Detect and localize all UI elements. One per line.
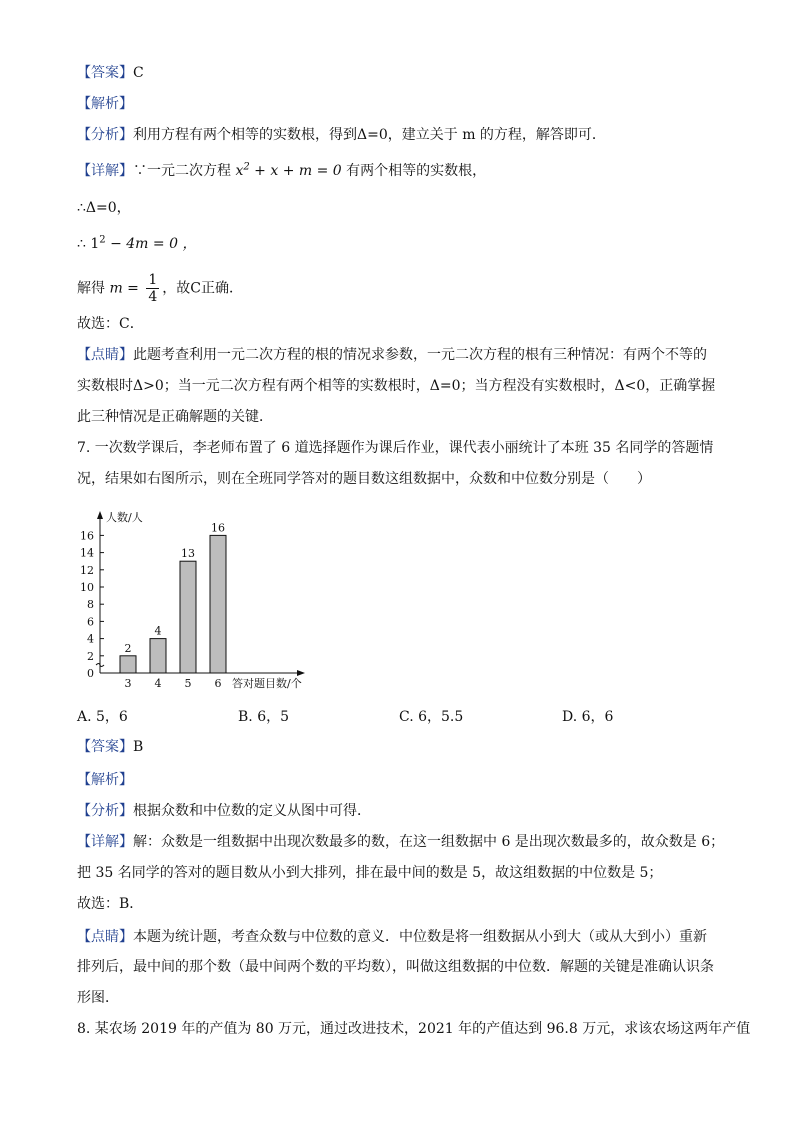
comment-text: 本题为统计题，考查众数与中位数的意义．中位数是将一组数据从小到大（或从大到小）重新 <box>133 929 707 945</box>
bar-value-label: 2 <box>124 641 132 655</box>
q6-step-line-1: ∴Δ=0， <box>77 200 131 216</box>
equation-exponent: 2 <box>243 161 250 173</box>
detail-text: 解：众数是一组数据中出现次数最多的数，在这一组数据中 6 是出现次数最多的，故众数是 6； <box>133 834 725 850</box>
fraction-denominator: 4 <box>148 289 158 305</box>
q6-answer-line <box>77 62 144 84</box>
detail-text-end: 有两个相等的实数根， <box>341 163 487 179</box>
q7-detail-line-2: 把 35 名同学的答对的题目数从小到大排列，排在最中间的数是 5，故这组数据的中位数是 5； <box>77 865 663 881</box>
q6-fenxi-line <box>77 124 606 146</box>
y-tick-label: 10 <box>80 581 94 594</box>
bar-value-label: 4 <box>154 624 162 638</box>
q6-comment-line-3: 此三种情况是正确解题的关键． <box>77 409 273 425</box>
q7-stem-line-2: 况，结果如右图所示，则在全班同学答对的题目数这组数据中，众数和中位数分别是（ ） <box>77 471 651 487</box>
bar <box>180 561 196 673</box>
fraction-numerator: 1 <box>148 272 158 288</box>
q6-choose-line: 故选：C． <box>77 316 144 332</box>
fenxi-tag: 【分析】 <box>77 803 133 819</box>
q7-choose-line: 故选：B． <box>77 896 144 912</box>
x-tick-label: 6 <box>214 677 222 690</box>
bar-value-label: 16 <box>211 521 225 535</box>
solution-variable: m = <box>109 280 144 297</box>
x-tick-label: 4 <box>154 677 162 690</box>
fenxi-text: 利用方程有两个相等的实数根，得到Δ=0，建立关于 m 的方程，解答即可． <box>133 127 606 143</box>
q6-analysis-heading <box>77 93 133 115</box>
q7-analysis-heading <box>77 769 133 791</box>
y-tick-label: 14 <box>80 546 94 560</box>
fenxi-text: 根据众数和中位数的定义从图中可得． <box>133 803 371 819</box>
q6-detail-line <box>77 160 486 182</box>
x-tick-label: 5 <box>184 677 192 690</box>
answer-value: B <box>133 739 144 755</box>
q7-stem-line-1: 7. 一次数学课后，李老师布置了 6 道选择题作为课后作业，课代表小丽统计了本班 35 名同学的答题情 <box>77 440 714 456</box>
solution-suffix: ，故C正确． <box>162 280 243 297</box>
y-tick-label: 12 <box>80 563 94 577</box>
q7-comment-line-3: 形图． <box>77 990 119 1006</box>
detail-text: ∵一元二次方程 <box>133 163 236 179</box>
y-tick-label: 4 <box>87 632 94 646</box>
y-axis-label: 人数/人 <box>106 511 143 524</box>
step-expr-b: − 4m = 0 ， <box>105 236 197 252</box>
option-c: C. 6，5.5 <box>399 709 464 725</box>
step-exponent: 2 <box>99 234 106 246</box>
y-tick-label: 16 <box>80 529 94 543</box>
detail-tag: 【详解】 <box>77 163 133 179</box>
bars <box>120 521 226 673</box>
bar-value-label: 13 <box>181 547 195 561</box>
x-tick-label: 3 <box>124 677 132 690</box>
option-a: A. 5，6 <box>77 709 128 725</box>
detail-tag: 【详解】 <box>77 834 133 850</box>
analysis-tag: 【解析】 <box>77 772 133 788</box>
step-expr-a: ∴ 1 <box>77 236 100 252</box>
q6-comment-line-2: 实数根时Δ>0；当一元二次方程有两个相等的实数根时，Δ=0；当方程没有实数根时，Δ<0，正确掌握 <box>77 378 716 394</box>
q8-stem-line-1: 8. 某农场 2019 年的产值为 80 万元，通过改进技术，2021 年的产值达到 96.8 万元，求该农场这两年产值 <box>77 1021 751 1037</box>
comment-tag: 【点睛】 <box>77 929 133 945</box>
solution-prefix: 解得 <box>77 280 110 297</box>
axis-break-mark <box>96 664 104 667</box>
bar <box>120 656 136 673</box>
answer-value: C <box>133 65 144 81</box>
q7-comment-line-1 <box>77 926 707 948</box>
comment-tag: 【点睛】 <box>77 347 133 363</box>
y-tick-label: 0 <box>87 667 94 680</box>
y-axis-arrow <box>97 511 103 519</box>
fraction <box>146 272 159 305</box>
q6-solution-line <box>77 272 243 305</box>
option-b: B. 6，5 <box>238 709 290 725</box>
x-ticks <box>125 677 222 690</box>
x-axis-label: 答对题目数/个 <box>232 677 302 690</box>
q6-comment-line-1 <box>77 344 707 366</box>
q7-fenxi-line <box>77 800 371 822</box>
q7-comment-line-2: 排列后，最中间的那个数（最中间两个数的平均数），叫做这组数据的中位数．解题的关键是准确认识条 <box>77 959 714 975</box>
q7-answer-line <box>77 736 143 758</box>
analysis-tag: 【解析】 <box>77 96 133 112</box>
bar <box>150 639 166 673</box>
bar-chart <box>70 503 340 693</box>
equation-rest: + x + m = 0 <box>249 163 342 179</box>
x-axis-arrow <box>297 670 305 676</box>
q7-detail-line-1 <box>77 831 724 853</box>
y-tick-label: 6 <box>87 615 94 629</box>
fenxi-tag: 【分析】 <box>77 127 133 143</box>
answer-tag: 【答案】 <box>77 65 133 81</box>
y-tick-label: 2 <box>87 649 94 663</box>
q6-step-line-2 <box>77 233 196 255</box>
option-d: D. 6，6 <box>562 709 614 725</box>
answer-tag: 【答案】 <box>77 739 133 755</box>
bar <box>210 535 226 673</box>
y-tick-label: 8 <box>87 598 94 612</box>
equation <box>235 163 341 179</box>
equation-x: x <box>235 163 244 179</box>
comment-text: 此题考查利用一元二次方程的根的情况求参数，一元二次方程的根有三种情况：有两个不等的 <box>133 347 707 363</box>
